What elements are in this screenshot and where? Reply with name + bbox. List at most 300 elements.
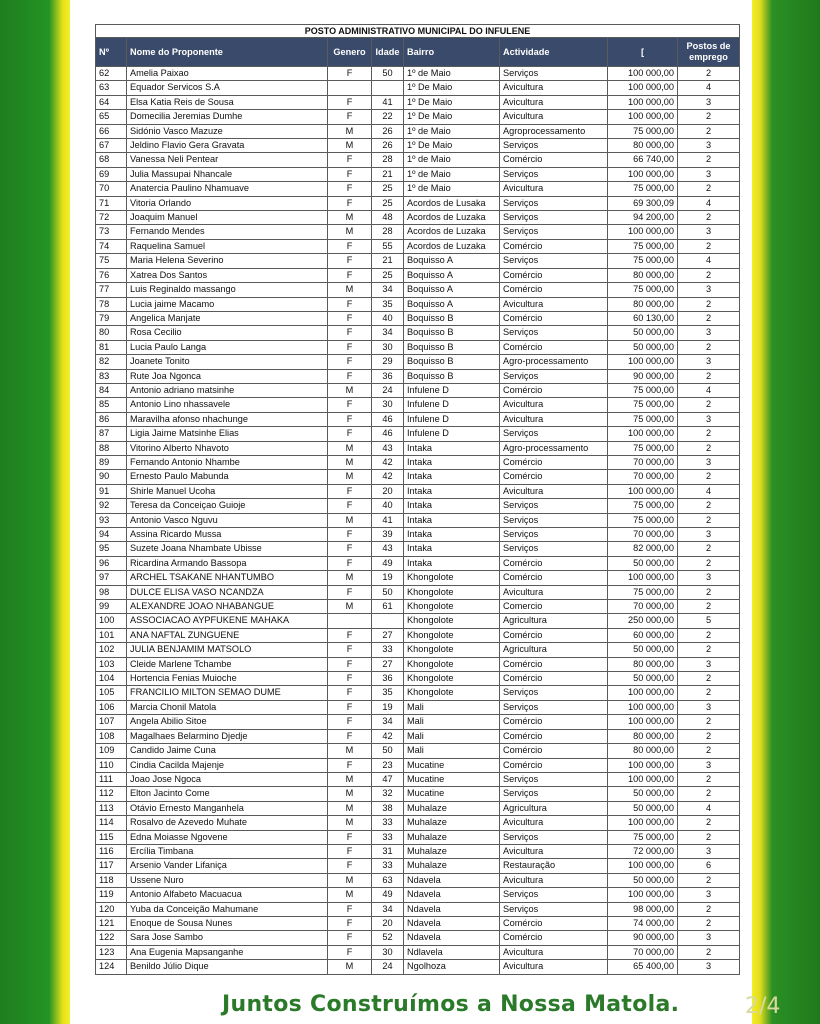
cell-jobs: 2 — [678, 470, 740, 484]
cell-age: 46 — [372, 412, 404, 426]
cell-number: 64 — [96, 95, 127, 109]
cell-district: Khongolote — [404, 585, 500, 599]
cell-number: 63 — [96, 81, 127, 95]
cell-activity: Comércio — [500, 729, 608, 743]
table-row — [96, 499, 740, 513]
cell-jobs: 2 — [678, 340, 740, 354]
cell-activity: Avicultura — [500, 81, 608, 95]
cell-district: Infulene D — [404, 412, 500, 426]
table-row — [96, 139, 740, 153]
cell-activity: Avicultura — [500, 297, 608, 311]
cell-activity: Serviços — [500, 513, 608, 527]
cell-number: 86 — [96, 412, 127, 426]
cell-activity: Serviços — [500, 139, 608, 153]
table-row — [96, 95, 740, 109]
cell-activity: Avicultura — [500, 182, 608, 196]
cell-amount: 100 000,00 — [608, 67, 678, 81]
cell-district: Intaka — [404, 528, 500, 542]
cell-jobs: 2 — [678, 427, 740, 441]
cell-activity: Serviços — [500, 196, 608, 210]
cell-district: Muhalaze — [404, 830, 500, 844]
table-row — [96, 859, 740, 873]
table-row — [96, 182, 740, 196]
cell-activity: Comércio — [500, 715, 608, 729]
cell-name: Lucia Paulo Langa — [127, 340, 328, 354]
cell-name: Marcia Chonil Matola — [127, 700, 328, 714]
cell-number: 87 — [96, 427, 127, 441]
cell-gender: F — [328, 556, 372, 570]
cell-name: Vitorino Alberto Nhavoto — [127, 441, 328, 455]
table-row — [96, 211, 740, 225]
cell-district: Ndavela — [404, 916, 500, 930]
cell-age: 23 — [372, 758, 404, 772]
cell-district: Infulene D — [404, 383, 500, 397]
table-row — [96, 167, 740, 181]
cell-district: Muhalaze — [404, 859, 500, 873]
cell-activity: Serviços — [500, 67, 608, 81]
cell-jobs: 3 — [678, 225, 740, 239]
cell-district: Boquisso B — [404, 311, 500, 325]
cell-name: Cindia Cacilda Majenje — [127, 758, 328, 772]
table-row — [96, 153, 740, 167]
cell-name: Angelica Manjate — [127, 311, 328, 325]
cell-age: 46 — [372, 427, 404, 441]
header-district: Bairro — [404, 38, 500, 67]
header-number: Nº — [96, 38, 127, 67]
cell-name: Lucia jaime Macamo — [127, 297, 328, 311]
cell-district: Boquisso A — [404, 254, 500, 268]
cell-gender: F — [328, 67, 372, 81]
cell-activity: Serviços — [500, 830, 608, 844]
cell-jobs: 3 — [678, 355, 740, 369]
cell-jobs: 2 — [678, 268, 740, 282]
cell-jobs: 6 — [678, 859, 740, 873]
cell-district: Intaka — [404, 499, 500, 513]
cell-name: Fernando Mendes — [127, 225, 328, 239]
cell-jobs: 4 — [678, 383, 740, 397]
table-row — [96, 484, 740, 498]
cell-gender: F — [328, 916, 372, 930]
cell-number: 92 — [96, 499, 127, 513]
cell-gender: M — [328, 787, 372, 801]
cell-amount: 65 400,00 — [608, 960, 678, 974]
table-row — [96, 772, 740, 786]
cell-age: 30 — [372, 398, 404, 412]
cell-district: Intaka — [404, 484, 500, 498]
cell-jobs: 3 — [678, 844, 740, 858]
cell-gender: F — [328, 499, 372, 513]
cell-jobs: 2 — [678, 311, 740, 325]
cell-district: Acordos de Luzaka — [404, 211, 500, 225]
cell-district: 1º De Maio — [404, 139, 500, 153]
table-row — [96, 513, 740, 527]
cell-number: 88 — [96, 441, 127, 455]
cell-gender: M — [328, 283, 372, 297]
cell-name: Antonio Lino nhassavele — [127, 398, 328, 412]
cell-number: 73 — [96, 225, 127, 239]
table-row — [96, 196, 740, 210]
cell-number: 77 — [96, 283, 127, 297]
cell-gender: F — [328, 326, 372, 340]
table-row — [96, 945, 740, 959]
cell-district: Intaka — [404, 542, 500, 556]
cell-district: 1º De Maio — [404, 95, 500, 109]
cell-activity: Comércio — [500, 470, 608, 484]
cell-district: Khongolote — [404, 657, 500, 671]
cell-number: 102 — [96, 643, 127, 657]
cell-age — [372, 614, 404, 628]
cell-activity: Agricultura — [500, 801, 608, 815]
cell-district: 1º de Maio — [404, 182, 500, 196]
cell-age: 35 — [372, 297, 404, 311]
cell-number: 69 — [96, 167, 127, 181]
cell-name: Amelia Paixao — [127, 67, 328, 81]
cell-activity: Comercio — [500, 600, 608, 614]
cell-gender: F — [328, 110, 372, 124]
cell-amount: 80 000,00 — [608, 729, 678, 743]
table-row — [96, 355, 740, 369]
cell-gender: M — [328, 744, 372, 758]
cell-activity: Serviços — [500, 700, 608, 714]
table-row — [96, 830, 740, 844]
cell-name: Sara Jose Sambo — [127, 931, 328, 945]
cell-gender: M — [328, 211, 372, 225]
cell-name: Maravilha afonso nhachunge — [127, 412, 328, 426]
cell-number: 107 — [96, 715, 127, 729]
cell-district: Muhalaze — [404, 844, 500, 858]
cell-activity: Serviços — [500, 427, 608, 441]
cell-activity: Serviços — [500, 888, 608, 902]
cell-district: Intaka — [404, 556, 500, 570]
cell-gender: F — [328, 484, 372, 498]
cell-amount: 94 200,00 — [608, 211, 678, 225]
table-row — [96, 902, 740, 916]
cell-gender — [328, 81, 372, 95]
cell-district: Mucatine — [404, 787, 500, 801]
cell-number: 65 — [96, 110, 127, 124]
cell-name: Sidónio Vasco Mazuze — [127, 124, 328, 138]
cell-amount: 100 000,00 — [608, 758, 678, 772]
cell-activity: Comércio — [500, 657, 608, 671]
table-title-row — [96, 25, 740, 38]
cell-number: 103 — [96, 657, 127, 671]
table-row — [96, 744, 740, 758]
cell-number: 101 — [96, 628, 127, 642]
cell-number: 68 — [96, 153, 127, 167]
cell-district: 1º de Maio — [404, 153, 500, 167]
cell-amount: 90 000,00 — [608, 931, 678, 945]
cell-amount: 70 000,00 — [608, 600, 678, 614]
cell-name: Shirle Manuel Ucoha — [127, 484, 328, 498]
cell-name: Antonio Alfabeto Macuacua — [127, 888, 328, 902]
cell-gender: F — [328, 167, 372, 181]
table-row — [96, 528, 740, 542]
cell-jobs: 2 — [678, 211, 740, 225]
cell-name: Hortencia Fenias Muioche — [127, 672, 328, 686]
cell-age: 28 — [372, 153, 404, 167]
cell-district: Mali — [404, 729, 500, 743]
cell-name: Ernesto Paulo Mabunda — [127, 470, 328, 484]
cell-amount: 100 000,00 — [608, 110, 678, 124]
cell-amount: 80 000,00 — [608, 297, 678, 311]
cell-jobs: 3 — [678, 571, 740, 585]
cell-number: 74 — [96, 239, 127, 253]
cell-name: Enoque de Sousa Nunes — [127, 916, 328, 930]
cell-number: 89 — [96, 455, 127, 469]
cell-age: 42 — [372, 470, 404, 484]
cell-activity: Serviços — [500, 254, 608, 268]
cell-amount: 60 000,00 — [608, 628, 678, 642]
cell-district: 1º De Maio — [404, 81, 500, 95]
cell-gender: F — [328, 355, 372, 369]
cell-name: Domecilia Jeremias Dumhe — [127, 110, 328, 124]
table-row — [96, 254, 740, 268]
table-row — [96, 556, 740, 570]
cell-age: 25 — [372, 268, 404, 282]
cell-district: Mali — [404, 744, 500, 758]
cell-number: 119 — [96, 888, 127, 902]
cell-gender: F — [328, 239, 372, 253]
cell-amount: 75 000,00 — [608, 283, 678, 297]
header-age: Idade — [372, 38, 404, 67]
cell-activity: Avicultura — [500, 585, 608, 599]
cell-amount: 50 000,00 — [608, 556, 678, 570]
cell-number: 84 — [96, 383, 127, 397]
cell-jobs: 2 — [678, 902, 740, 916]
cell-age: 33 — [372, 816, 404, 830]
cell-district: Mucatine — [404, 772, 500, 786]
cell-age: 20 — [372, 484, 404, 498]
cell-name: Ussene Nuro — [127, 873, 328, 887]
cell-amount: 100 000,00 — [608, 816, 678, 830]
cell-number: 114 — [96, 816, 127, 830]
cell-amount: 75 000,00 — [608, 441, 678, 455]
cell-gender: F — [328, 902, 372, 916]
cell-number: 116 — [96, 844, 127, 858]
cell-jobs: 3 — [678, 888, 740, 902]
applicants-table-container — [95, 24, 739, 975]
cell-activity: Comércio — [500, 556, 608, 570]
table-row — [96, 67, 740, 81]
cell-number: 93 — [96, 513, 127, 527]
table-row — [96, 628, 740, 642]
cell-jobs: 3 — [678, 139, 740, 153]
cell-number: 79 — [96, 311, 127, 325]
table-title: POSTO ADMINISTRATIVO MUNICIPAL DO INFULENE — [96, 25, 740, 38]
table-row — [96, 888, 740, 902]
cell-jobs: 3 — [678, 95, 740, 109]
cell-number: 121 — [96, 916, 127, 930]
cell-activity: Avicultura — [500, 110, 608, 124]
cell-age: 19 — [372, 700, 404, 714]
cell-jobs: 4 — [678, 484, 740, 498]
cell-jobs: 3 — [678, 283, 740, 297]
cell-amount: 80 000,00 — [608, 744, 678, 758]
cell-age: 26 — [372, 139, 404, 153]
cell-number: 115 — [96, 830, 127, 844]
table-row — [96, 427, 740, 441]
table-row — [96, 585, 740, 599]
cell-district: Muhalaze — [404, 816, 500, 830]
table-row — [96, 412, 740, 426]
cell-jobs: 2 — [678, 672, 740, 686]
cell-activity: Serviços — [500, 787, 608, 801]
cell-gender: F — [328, 542, 372, 556]
cell-name: Ercília Timbana — [127, 844, 328, 858]
cell-jobs: 2 — [678, 772, 740, 786]
cell-number: 62 — [96, 67, 127, 81]
cell-name: Maria Helena Severino — [127, 254, 328, 268]
cell-gender: F — [328, 830, 372, 844]
cell-activity: Comércio — [500, 311, 608, 325]
cell-number: 111 — [96, 772, 127, 786]
cell-jobs: 2 — [678, 643, 740, 657]
cell-gender: F — [328, 311, 372, 325]
cell-amount: 75 000,00 — [608, 585, 678, 599]
cell-jobs: 2 — [678, 67, 740, 81]
cell-district: 1º De Maio — [404, 110, 500, 124]
cell-name: ALEXANDRE JOAO NHABANGUE — [127, 600, 328, 614]
cell-name: Ricardina Armando Bassopa — [127, 556, 328, 570]
cell-jobs: 3 — [678, 528, 740, 542]
cell-amount: 66 740,00 — [608, 153, 678, 167]
cell-number: 81 — [96, 340, 127, 354]
header-name: Nome do Proponente — [127, 38, 328, 67]
cell-jobs: 2 — [678, 585, 740, 599]
cell-activity: Comércio — [500, 283, 608, 297]
cell-name: DULCE ELISA VASO NCANDZA — [127, 585, 328, 599]
cell-age: 34 — [372, 715, 404, 729]
cell-number: 78 — [96, 297, 127, 311]
cell-amount: 60 130,00 — [608, 311, 678, 325]
cell-amount: 100 000,00 — [608, 225, 678, 239]
cell-name: ASSOCIACAO AYPFUKENE MAHAKA — [127, 614, 328, 628]
cell-amount: 75 000,00 — [608, 124, 678, 138]
cell-activity: Agricultura — [500, 643, 608, 657]
table-row — [96, 124, 740, 138]
table-row — [96, 672, 740, 686]
cell-gender: F — [328, 931, 372, 945]
cell-jobs: 2 — [678, 729, 740, 743]
cell-amount: 70 000,00 — [608, 455, 678, 469]
table-row — [96, 225, 740, 239]
cell-age: 30 — [372, 945, 404, 959]
cell-district: Intaka — [404, 455, 500, 469]
cell-age: 50 — [372, 744, 404, 758]
cell-age: 31 — [372, 844, 404, 858]
cell-name: Arsenio Vander Lifaniça — [127, 859, 328, 873]
cell-district: Khongolote — [404, 600, 500, 614]
cell-gender: M — [328, 225, 372, 239]
cell-age: 20 — [372, 916, 404, 930]
cell-gender: F — [328, 398, 372, 412]
cell-age: 34 — [372, 283, 404, 297]
cell-age: 50 — [372, 585, 404, 599]
cell-jobs: 3 — [678, 758, 740, 772]
left-green-border — [0, 0, 70, 1024]
cell-gender: F — [328, 859, 372, 873]
table-row — [96, 700, 740, 714]
cell-number: 120 — [96, 902, 127, 916]
cell-activity: Comércio — [500, 931, 608, 945]
cell-district: Ndavela — [404, 931, 500, 945]
cell-jobs: 2 — [678, 816, 740, 830]
cell-name: Otávio Ernesto Manganhela — [127, 801, 328, 815]
cell-jobs: 2 — [678, 239, 740, 253]
cell-district: Mali — [404, 715, 500, 729]
cell-district: Ndlavela — [404, 945, 500, 959]
cell-jobs: 4 — [678, 801, 740, 815]
cell-age: 43 — [372, 441, 404, 455]
cell-gender: F — [328, 643, 372, 657]
cell-district: Khongolote — [404, 614, 500, 628]
cell-age — [372, 81, 404, 95]
cell-activity: Avicultura — [500, 960, 608, 974]
header-amount: [ — [608, 38, 678, 67]
cell-number: 104 — [96, 672, 127, 686]
cell-amount: 70 000,00 — [608, 945, 678, 959]
cell-activity: Agro-processamento — [500, 441, 608, 455]
cell-name: Ligia Jaime Matsinhe Elias — [127, 427, 328, 441]
cell-district: Khongolote — [404, 571, 500, 585]
cell-age: 41 — [372, 513, 404, 527]
cell-number: 110 — [96, 758, 127, 772]
cell-number: 72 — [96, 211, 127, 225]
cell-gender: M — [328, 873, 372, 887]
cell-district: Intaka — [404, 513, 500, 527]
cell-jobs: 2 — [678, 369, 740, 383]
cell-name: Elsa Katia Reis de Sousa — [127, 95, 328, 109]
cell-number: 76 — [96, 268, 127, 282]
cell-age: 61 — [372, 600, 404, 614]
cell-name: Rosa Cecilio — [127, 326, 328, 340]
cell-gender: F — [328, 153, 372, 167]
table-row — [96, 873, 740, 887]
cell-jobs: 2 — [678, 686, 740, 700]
cell-activity: Comércio — [500, 571, 608, 585]
cell-name: Julia Massupai Nhancale — [127, 167, 328, 181]
cell-gender: M — [328, 441, 372, 455]
cell-name: JULIA BENJAMIM MATSOLO — [127, 643, 328, 657]
cell-district: Mucatine — [404, 758, 500, 772]
cell-amount: 100 000,00 — [608, 888, 678, 902]
cell-district: Boquisso B — [404, 355, 500, 369]
cell-jobs: 2 — [678, 542, 740, 556]
cell-activity: Serviços — [500, 686, 608, 700]
cell-name: Antonio Vasco Nguvu — [127, 513, 328, 527]
cell-district: 1º de Maio — [404, 67, 500, 81]
cell-district: Khongolote — [404, 643, 500, 657]
cell-number: 67 — [96, 139, 127, 153]
cell-gender: F — [328, 686, 372, 700]
cell-amount: 72 000,00 — [608, 844, 678, 858]
cell-district: Ngolhoza — [404, 960, 500, 974]
cell-district: Muhalaze — [404, 801, 500, 815]
cell-number: 108 — [96, 729, 127, 743]
cell-gender: F — [328, 844, 372, 858]
cell-jobs: 2 — [678, 153, 740, 167]
cell-amount: 82 000,00 — [608, 542, 678, 556]
cell-amount: 80 000,00 — [608, 268, 678, 282]
cell-activity: Serviços — [500, 369, 608, 383]
cell-amount: 75 000,00 — [608, 499, 678, 513]
table-row — [96, 340, 740, 354]
cell-number: 96 — [96, 556, 127, 570]
cell-district: Khongolote — [404, 686, 500, 700]
cell-name: FRANCILIO MILTON SEMAO DUME — [127, 686, 328, 700]
cell-gender: F — [328, 657, 372, 671]
cell-number: 105 — [96, 686, 127, 700]
